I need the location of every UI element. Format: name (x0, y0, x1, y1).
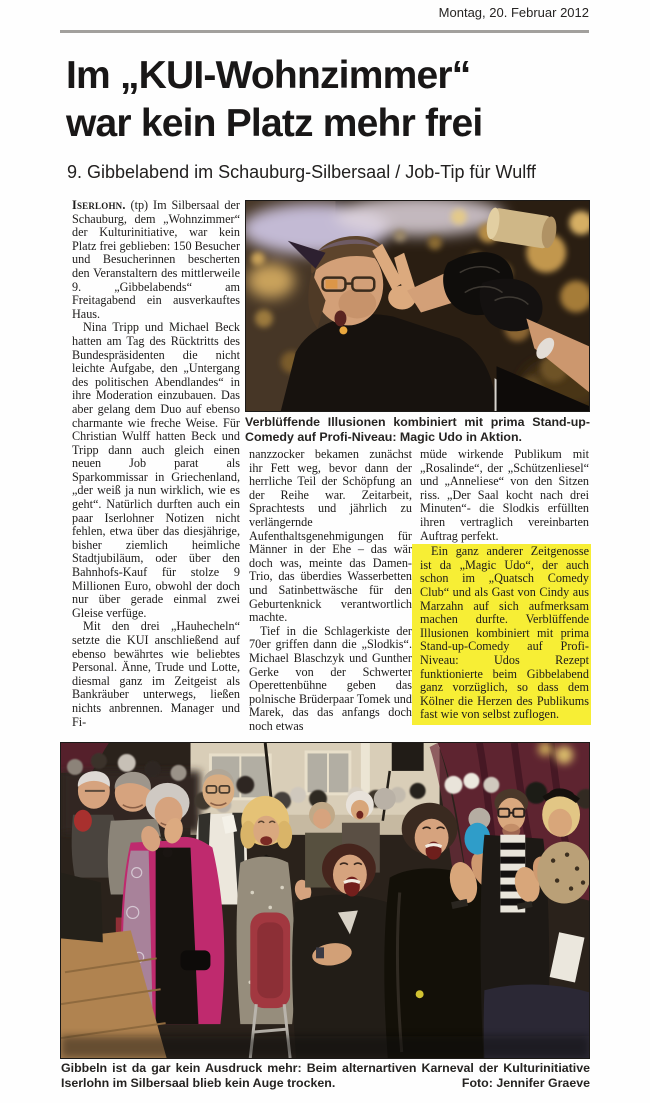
photo-credit: Foto: Jennifer Graeve (461, 1076, 590, 1090)
article-headline (66, 52, 588, 148)
article-subheadline: 9. Gibbelabend im Schauburg-Silbersaal / Job-Tip für Wulff (67, 162, 536, 182)
highlight-block (412, 544, 591, 725)
col1-paragraph-3: Mit den drei „Hauhecheln“ setzte die KUI anschließend auf ebenso bewährtes wie beliebtes Personal. Änne, Trude und Lotte, diesmal ganz im Zeitgeist als Bankräuber unterwegs, ließen nichts anbrennen. Manager und Fi- (72, 619, 240, 729)
body-column-2 (249, 448, 412, 733)
highlighted-paragraph: Ein ganz anderer Zeitgenosse ist da „Magic Udo“, der auch schon im „Quatsch Comedy Club“ und als Gast von Cindy aus Marzahn auf sich aufmerksam machen durfte. Verblüffende Illusionen kombiniert mit prima Stand-up-Comedy auf Profi-Niveau: Udos Rezept funktionierte beim Gibbelabend ganz vorzüglich, so dass dem Kölner die Herzen des Publikums fast wie von selbst zuflogen. (420, 544, 589, 722)
col2-paragraph-2: Tief in die Schlagerkiste der 70er griffen dann die „Slodkis“. Michael Blaschzyk und Gunther Gerke von der Schwerter Operettenbühne geben das polnische Brüderpaar Tomek und Marek, das das anfangs doch noch etwas (249, 623, 412, 733)
dateline-lead: Iserlohn. (72, 198, 126, 212)
body-column-1 (72, 199, 240, 729)
masthead-date: Montag, 20. Februar 2012 (438, 5, 589, 20)
body-column-3 (420, 448, 589, 725)
headline-line-2: war kein Platz mehr frei (66, 102, 483, 145)
col1-paragraph-2: Nina Tripp und Michael Beck hatten am Tag des Rücktritts des Bundespräsidenten die nicht leichte Aufgabe, den „Untergang des politischen Abendlandes“ in ihre Moderation einzubauen. Das aber gelang dem Duo auf ebenso charmante wie freche Weise. Für Christian Wulff hatten Beck und Tripp dann auch gleich einen neuen Job parat als Sparkommissar in Griechenland, „der weiß ja nun wirklich, wie es geht“. Natürlich durften auch ein paar Iserlohner Notizen nicht fehlen, etwa über das diesjährige, bisher ziemlich heimliche Stadtjubiläum, oder über den Bahnhofs-Kauf für stolze 9 Millionen Euro, obwohl der doch nur über gerade einmal zwei Gleise verfüge. (72, 320, 240, 620)
col1-paragraph-1-text: (tp) Im Silbersaal der Schauburg, dem „Wohnzimmer“ der Kulturinitiative, war kein Platz frei geblieben: 150 Besucher und Besucherinnen bescherten den Veranstaltern des mittlerweile 9. „Gibbelabends“ am Freitagabend ein ausverkauftes Haus. (72, 198, 240, 321)
col1-paragraph-1 (72, 199, 240, 321)
col2-paragraph-1: nanzzocker bekamen zunächst ihr Fett weg, bevor dann der herrliche Teil der Schöpfung an der Reihe war. Zeitarbeit, Sprachtests und jährlich zu verlängernde Aufenthaltsgenehmigungen für Männer in der Ehe – das wär doch was, meinte das Damen-Trio, das überdies Wasserbetten und Satinbettwäsche für den Geburtenknick verantwortlich machte. (249, 447, 412, 625)
audience-photo-caption (61, 1061, 590, 1092)
stage-photo-image (246, 201, 589, 411)
audience-caption-text: Gibbeln ist da gar kein Ausdruck mehr: Beim alternartiven Karneval der Kulturinitiative Iserlohn im Silbersaal blieb kein Auge trocken. (61, 1061, 590, 1090)
stage-photo (245, 200, 590, 412)
stage-photo-caption: Verblüffende Illusionen kombiniert mit prima Stand-up-Comedy auf Profi-Niveau: Magic Udo in Aktion. (245, 415, 590, 444)
audience-photo (60, 742, 590, 1059)
masthead-rule (60, 30, 589, 33)
headline-line-1: Im „KUI-Wohnzimmer“ (66, 54, 471, 97)
col3-paragraph-1: müde wirkende Publikum mit „Rosalinde“, der „Schützenliesel“ und „Anneliese“ von den Sitzen riss. „Der Saal kocht nach drei Minuten“- die Slodkis erfüllten ihren vertraglich vereinbarten Auftrag perfekt. (420, 447, 589, 543)
audience-photo-image (61, 743, 589, 1058)
